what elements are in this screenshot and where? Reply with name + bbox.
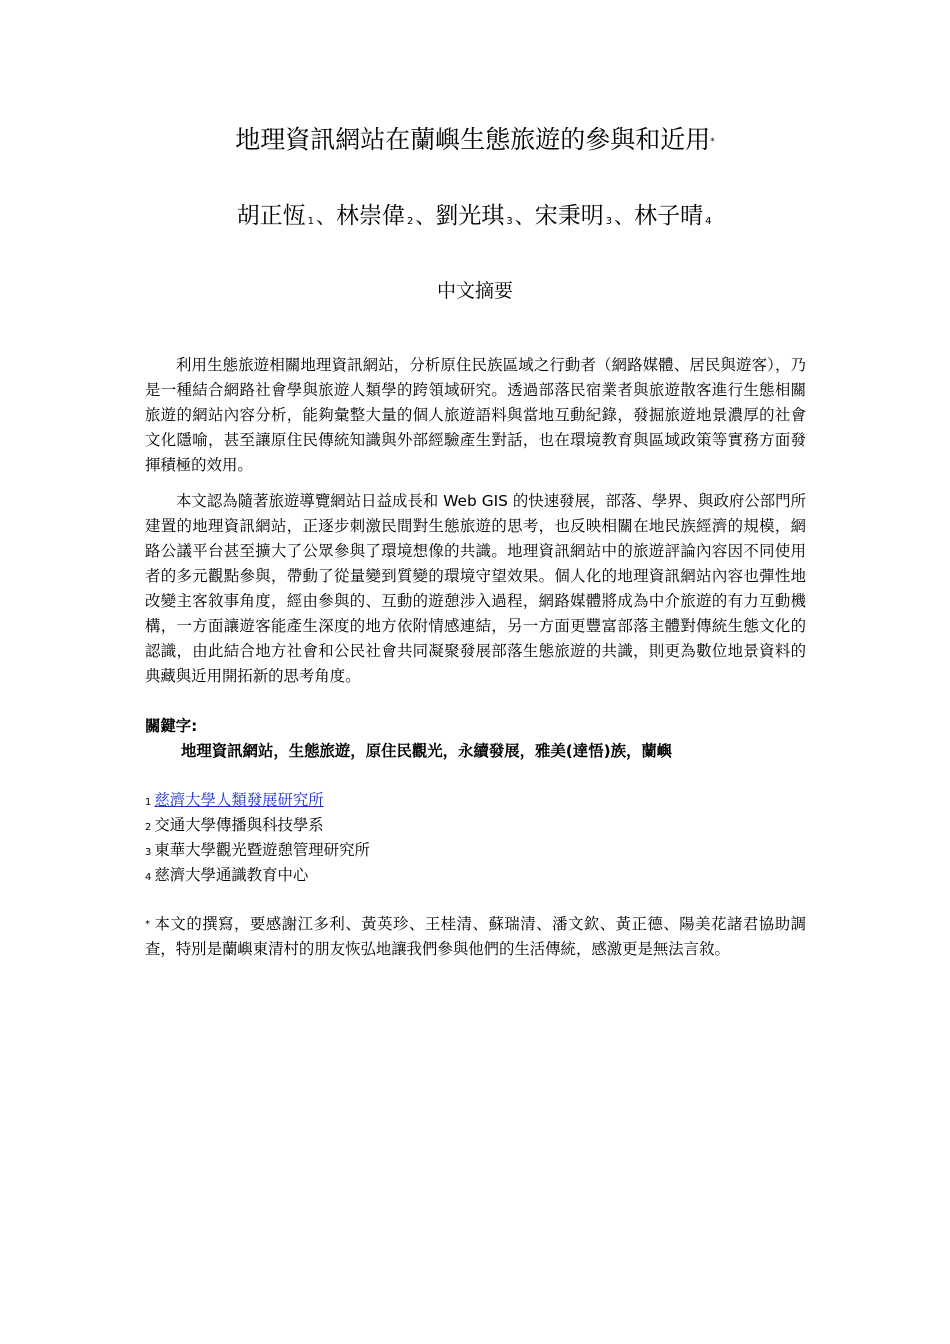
affiliation-link[interactable]: 慈濟大學人類發展研究所	[154, 791, 324, 809]
author-name: 林崇偉	[335, 203, 405, 229]
author-separator: 、	[514, 204, 535, 228]
author-affiliation-marker: 1	[307, 216, 314, 227]
affiliation-item	[145, 838, 370, 863]
author-name: 胡正恆	[236, 203, 306, 229]
affiliation-item	[145, 863, 370, 888]
affiliation-item	[145, 813, 370, 838]
author-name: 劉光琪	[435, 203, 505, 229]
abstract-paragraph-1	[145, 353, 806, 478]
author-affiliation-marker: 4	[705, 216, 712, 227]
acknowledgement-footnote	[145, 912, 806, 962]
abstract-heading: 中文摘要	[436, 280, 513, 302]
author-separator: 、	[315, 204, 336, 228]
author-list	[0, 199, 950, 233]
abstract-paragraph-2	[145, 489, 806, 689]
affiliation-text: 東華大學觀光暨遊憩管理研究所	[154, 841, 370, 859]
affiliation-number: 3	[145, 847, 152, 858]
paper-title	[0, 122, 950, 158]
author-separator: 、	[415, 204, 436, 228]
paragraph-text: 利用生態旅遊相關地理資訊網站，分析原住民族區域之行動者（網路媒體、居民與遊客），乃是一種結合網路社會學與旅遊人類學的跨領域研究。透過部落民宿業者與旅遊散客進行生態相關旅遊的網站內容分析，能夠彙整大量的個人旅遊語料與當地互動紀錄，發掘旅遊地景濃厚的社會文化隱喻，甚至讓原住民傳統知識與外部經驗產生對話，也在環境教育與區域政策等實務方面發揮積極的效用。	[145, 356, 806, 474]
affiliation-text: 交通大學傳播與科技學系	[154, 816, 324, 834]
acknowledgement-marker: *	[145, 919, 150, 930]
affiliation-item	[145, 788, 370, 813]
paper-title-text: 地理資訊網站在蘭嶼生態旅遊的參與和近用	[235, 125, 711, 154]
author-name: 林子晴	[634, 203, 704, 229]
affiliation-text: 慈濟大學通識教育中心	[154, 866, 309, 884]
author-affiliation-marker: 2	[406, 216, 414, 227]
title-footnote-marker: *	[710, 137, 715, 147]
author-name: 宋秉明	[534, 203, 604, 229]
author-affiliation-marker: 3	[605, 216, 613, 227]
author-separator: 、	[614, 204, 635, 228]
acknowledgement-text: 本文的撰寫，要感謝江多利、黃英珍、王桂清、蘇瑞清、潘文欽、黃正德、陽美花諸君協助調查，特別是蘭嶼東清村的朋友恢弘地讓我們參與他們的生活傳統，感激更是無法言敘。	[145, 915, 806, 958]
paragraph-text: 本文認為隨著旅遊導覽網站日益成長和 Web GIS 的快速發展，部落、學界、與政府公部門所建置的地理資訊網站，正逐步刺激民間對生態旅遊的思考，也反映相關在地民族經濟的規模，網路公議平台甚至擴大了公眾參與了環境想像的共識。地理資訊網站中的旅遊評論內容因不同使用者的多元觀點參與，帶動了從量變到質變的環境守望效果。個人化的地理資訊網站內容也彈性地改變主客敘事角度，經由參與的、互動的遊憩涉入過程，網路媒體將成為中介旅遊的有力互動機構，一方面讓遊客能產生深度的地方依附情感連結，另一方面更豐富部落主體對傳統生態文化的認識，由此結合地方社會和公民社會共同凝聚發展部落生態旅遊的共識，則更為數位地景資料的典藏與近用開拓新的思考角度。	[145, 492, 806, 685]
author-affiliation-marker: 3	[506, 216, 513, 227]
keywords-label: 關鍵字:	[145, 717, 198, 735]
affiliation-number: 2	[145, 822, 152, 833]
affiliation-number: 4	[145, 872, 152, 883]
affiliation-footnotes	[145, 788, 370, 888]
affiliation-number: 1	[145, 797, 152, 808]
keywords-list: 地理資訊網站，生態旅遊，原住民觀光，永續發展，雅美(達悟)族，蘭嶼	[181, 742, 673, 760]
